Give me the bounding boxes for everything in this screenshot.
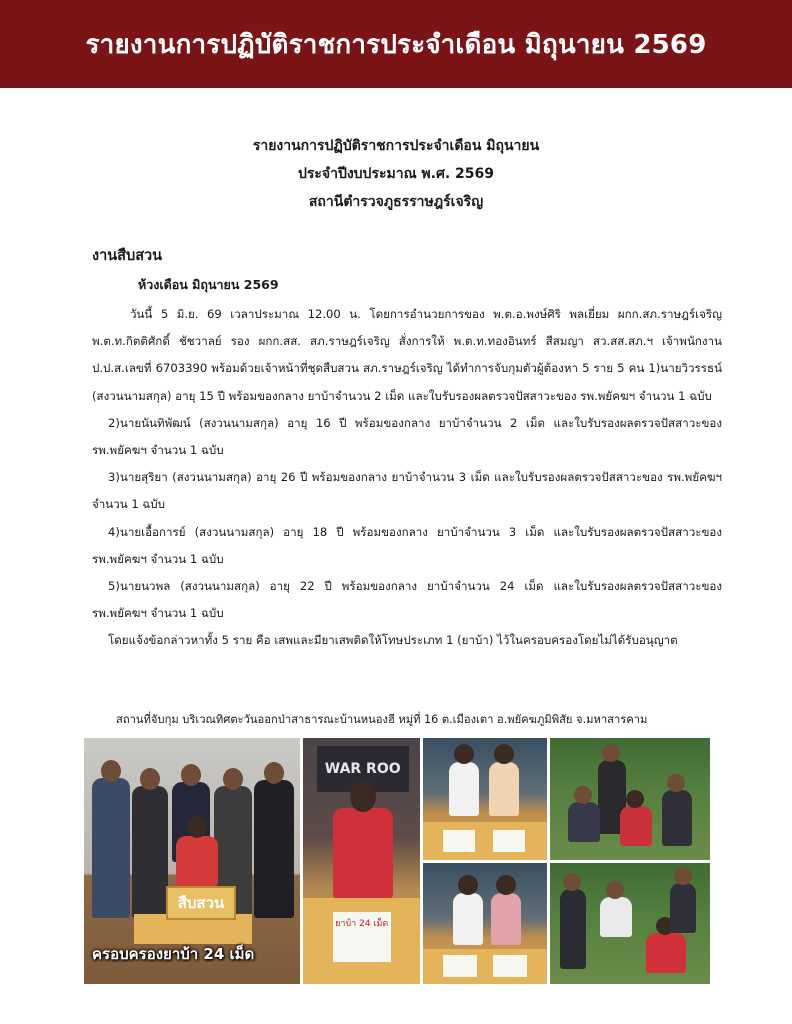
wall-sign: WAR ROO xyxy=(317,746,409,792)
evidence-paper xyxy=(493,830,525,852)
officer-figure xyxy=(662,790,692,846)
suspect-head xyxy=(454,744,474,764)
suspect-figure xyxy=(491,893,521,945)
suspect-figure xyxy=(176,836,218,886)
suspect-item-4: 4)นายเอื้อการย์ (สงวนนามสกุล) อายุ 18 ปี พร้อมของกลาง ยาบ้าจำนวน 3 เม็ด และใบรับรองผลตรวจปัสสาวะของ รพ.พยัคฆฯ จำนวน 1 ฉบับ xyxy=(92,524,722,566)
suspect-figure xyxy=(620,806,652,846)
suspect-figure xyxy=(646,933,686,973)
officer-figure xyxy=(254,780,294,918)
officer-head xyxy=(674,867,692,885)
suspect-figure xyxy=(489,762,519,816)
officer-head xyxy=(223,768,243,790)
header-line-1: รายงานการปฏิบัติราชการประจำเดือน มิถุนายน xyxy=(252,138,540,154)
officer-figure xyxy=(92,778,130,918)
suspect-figure xyxy=(449,762,479,816)
intro-paragraph: วันนี้ 5 มิ.ย. 69 เวลาประมาณ 12.00 น. โดยการอำนวยการของ พ.ต.อ.พงษ์ศิริ พลเยี่ยม ผกก.สภ.ราษฎร์เจริญ พ.ต.ท.กิตติศักดิ์ ชัชวาลย์ รอง ผกก.สส. สภ.ราษฎร์เจริญ สั่งการให้ พ.ต.ท.ทองอินทร์ สีสมญา สว.สส.สภ.ฯ เจ้าพนักงาน ป.ป.ส.เลขที่ 6703390 พร้อมด้วยเจ้าหน้าที่ชุดสืบสวน สภ.ราษฎร์เจริญ ได้ทำการจับกุมตัวผู้ต้องหา 5 ราย 5 คน 1)นายวิวรรธน์ (สงวนนามสกุล) อายุ 15 ปี พร้อมของกลาง ยาบ้าจำนวน 2 เม็ด และใบรับรองผลตรวจปัสสาวะของ รพ.พยัคฆฯ จำนวน 1 ฉบับ xyxy=(92,307,722,403)
evidence-paper xyxy=(493,955,527,977)
officer-head xyxy=(602,744,620,762)
suspect-head xyxy=(350,782,376,812)
evidence-paper xyxy=(443,830,475,852)
evidence-paper xyxy=(443,955,477,977)
photo-two-suspects-1 xyxy=(423,738,547,860)
officer-figure xyxy=(132,786,168,918)
photo-team-with-suspect xyxy=(84,738,300,984)
photo-two-suspects-2 xyxy=(423,863,547,985)
document-header xyxy=(0,132,792,216)
arrest-location: สถานที่จับกุม บริเวณทิศตะวันออกป่าสาธารณะบ้านหนองฮี หมู่ที่ 16 ต.เมืองเตา อ.พยัคฆภูมิพิสัย จ.มหาสารคาม xyxy=(116,713,648,726)
charge-paragraph: โดยแจ้งข้อกล่าวหาทั้ง 5 ราย คือ เสพและมียาเสพติดให้โทษประเภท 1 (ยาบ้า) ไว้ในครอบครองโดยไม่ได้รับอนุญาต xyxy=(108,633,678,648)
suspect-head xyxy=(494,744,514,764)
suspect-head xyxy=(187,816,207,838)
officer-figure xyxy=(600,897,632,937)
suspect-item-5: 5)นายนวพล (สงวนนามสกุล) อายุ 22 ปี พร้อมของกลาง ยาบ้าจำนวน 24 เม็ด และใบรับรองผลตรวจปัสสาวะของ รพ.พยัคฆฯ จำนวน 1 ฉบับ xyxy=(92,579,722,621)
photo-field-arrest-1 xyxy=(550,738,710,860)
photo-field-arrest-2 xyxy=(550,863,710,985)
officer-head xyxy=(574,786,592,804)
officer-head xyxy=(563,873,581,891)
sign-board: สืบสวน xyxy=(166,886,236,920)
banner-title: รายงานการปฏิบัติราชการประจำเดือน มิถุนายน 2569 xyxy=(85,29,707,60)
photo-suspect-with-evidence xyxy=(303,738,420,984)
report-body xyxy=(92,301,722,655)
officer-head xyxy=(101,760,121,782)
suspect-item-2: 2)นายนันทิพัฒน์ (สงวนนามสกุล) อายุ 16 ปี พร้อมของกลาง ยาบ้าจำนวน 2 เม็ด และใบรับรองผลตรวจปัสสาวะของ รพ.พยัคฆฯ จำนวน 1 ฉบับ xyxy=(92,415,722,458)
header-line-3: สถานีตำรวจภูธรราษฎร์เจริญ xyxy=(308,194,484,210)
evidence-table xyxy=(423,822,547,860)
photo-caption: ครอบครองยาบ้า 24 เม็ด xyxy=(92,945,255,963)
photo-column-right xyxy=(550,738,710,984)
section-subtitle: ห้วงเดือน มิถุนายน 2569 xyxy=(138,277,279,292)
suspect-item-3: 3)นายสุริยา (สงวนนามสกุล) อายุ 26 ปี พร้อมของกลาง ยาบ้าจำนวน 3 เม็ด และใบรับรองผลตรวจปัสสาวะของ รพ.พยัคฆฯ จำนวน 1 ฉบับ xyxy=(92,470,722,512)
officer-figure xyxy=(568,802,600,842)
suspect-head xyxy=(496,875,516,895)
suspect-figure xyxy=(333,808,393,898)
officer-head xyxy=(606,881,624,899)
officer-head xyxy=(264,762,284,784)
suspect-head xyxy=(458,875,478,895)
photo-collage xyxy=(84,738,710,984)
evidence-paper: ยาบ้า 24 เม็ด xyxy=(333,912,391,962)
evidence-table xyxy=(423,949,547,985)
suspect-head xyxy=(626,790,644,808)
officer-head xyxy=(667,774,685,792)
section-title: งานสืบสวน xyxy=(92,248,163,264)
photo-column-middle xyxy=(423,738,547,984)
officer-figure xyxy=(670,883,696,933)
suspect-figure xyxy=(453,893,483,945)
officer-figure xyxy=(560,889,586,969)
officer-head xyxy=(181,764,201,786)
report-banner xyxy=(0,0,792,88)
header-line-2: ประจำปีงบประมาณ พ.ศ. 2569 xyxy=(297,166,495,182)
officer-head xyxy=(140,768,160,790)
